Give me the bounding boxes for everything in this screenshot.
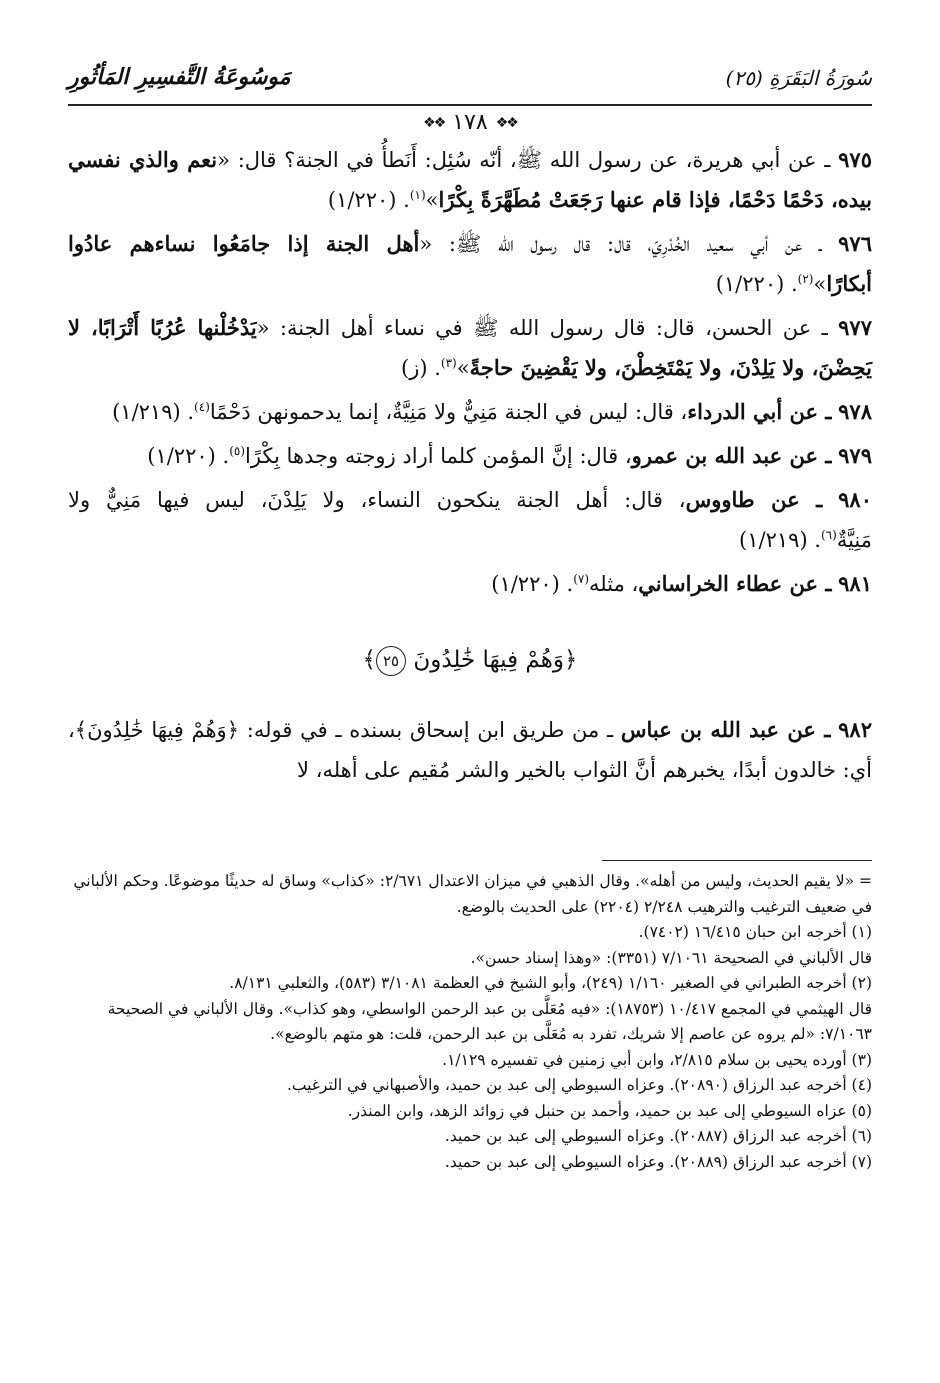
reference: . (١/٢١٩) [112, 400, 195, 424]
entry-text: ، مثله [589, 572, 639, 596]
entry-number: ٩٧٩ [838, 443, 872, 468]
footnote-4: (٤) أخرجه عبد الرزاق (٢٠٨٩٠). وعزاه السيوطي إلى عبد بن حميد، والأصبهاني في الترغيب. [286, 1076, 872, 1094]
reference: . (١/٢٢٠) [491, 572, 574, 596]
page [68, 60, 872, 1343]
footnote-marker[interactable]: (٣) [440, 356, 457, 370]
reference: . (١/٢١٩) [739, 528, 821, 552]
entry-982 [68, 710, 872, 790]
quote-close: » [813, 272, 827, 296]
entry-number: ٩٧٥ [838, 147, 872, 172]
reference: . (١/٢٢٠) [147, 444, 230, 468]
running-header [68, 60, 872, 106]
entry-text: ، قال: ليس في الجنة مَنِيٌّ ولا مَنِيَّةٌ، إنما يدحمونهن دَحْمًا [209, 400, 688, 424]
footnote-marker[interactable]: (٢) [797, 272, 814, 286]
verse-heading [68, 640, 872, 680]
entry-text: ـ عن أبي سعيد الخُدْرِيّ، قال: قال رسول الله ﷺ: « [419, 232, 822, 256]
ornament-right-icon: ❖❖ [495, 114, 517, 131]
footnote-marker[interactable]: (٤) [194, 400, 210, 414]
entry-981 [68, 564, 872, 604]
footnote-continued: = «لا يقيم الحديث، وليس من أهله». وقال الذهبي في ميزان الاعتدال ٢/٦٧١: «كذاب» وساق له حديثًا موضوعًا. وحكم الألباني في ضعيف الترغيب والترهيب ٢/٢٤٨ (٢٢٠٤) على الحديث بالوضع. [73, 872, 872, 916]
hadith-text: يَدْخُلْنها عُرُبًا أَتْرَابًا، لا يَحِضْنَ، ولا يَلِدْنَ، ولا يَمْتَخِطْنَ، ولا يَقْضِينَ حاجةً [68, 315, 872, 380]
footnote-divider [602, 860, 872, 861]
entry-number: ٩٨١ [838, 571, 872, 596]
verse-bracket-close: ﴾ [362, 647, 377, 673]
narrator-name: ـ عن عبد الله بن عباس [620, 717, 831, 742]
entry-text: ـ من طريق ابن إسحاق بسنده ـ في قوله: [239, 718, 621, 742]
footnote-6: (٦) أخرجه عبد الرزاق (٢٠٨٨٧). وعزاه السيوطي إلى عبد بن حميد. [444, 1127, 872, 1145]
reference: . (١/٢٢٠) [715, 272, 798, 296]
entry-number: ٩٨٢ [838, 717, 872, 742]
verse-text: وَهُمْ فِيهَا خَٰلِدُونَ [413, 647, 564, 673]
narrator-name: ـ عن عبد الله بن عمرو [631, 443, 832, 468]
narrator-name: ـ عن أبي الدرداء [687, 399, 832, 424]
entry-980 [68, 480, 872, 560]
entry-977 [68, 308, 872, 388]
entry-number: ٩٧٧ [838, 315, 872, 340]
entry-number: ٩٨٠ [838, 487, 872, 512]
page-number-block [423, 110, 517, 135]
quote-close: » [456, 356, 470, 380]
entry-text: ، قال: إنَّ المؤمن كلما أراد زوجته وجدها بِكْرًا [245, 444, 632, 468]
entry-text: ـ عن أبي هريرة، عن رسول الله ﷺ، أنّه سُئِل: أَنَطأُ في الجنة؟ قال: « [217, 148, 831, 172]
footnotes [68, 860, 872, 1175]
footnote-1-note: قال الألباني في الصحيحة ٧/١٠٦١ (٣٣٥١): «وهذا إسناد حسن». [470, 948, 872, 967]
narrator-name: ـ عن طاووس [685, 487, 823, 512]
entry-976 [68, 224, 872, 304]
ornament-left-icon: ❖❖ [423, 114, 445, 131]
footnote-5: (٥) عزاه السيوطي إلى عبد بن حميد، وأحمد بن حنبل في زوائد الزهد، وابن المنذر. [347, 1101, 872, 1120]
entry-number: ٩٧٨ [838, 399, 872, 424]
footnote-marker[interactable]: (٧) [573, 572, 590, 586]
footnote-3: (٣) أورده يحيى بن سلام ٢/٨١٥، وابن أبي زمنين في تفسيره ١/١٢٩. [442, 1050, 872, 1069]
reference: . (ز) [401, 356, 441, 380]
narrator-name: ـ عن عطاء الخراساني [638, 571, 832, 596]
entry-975 [68, 140, 872, 220]
entry-979 [68, 436, 872, 476]
ayah-number-icon: ٢٥ [376, 646, 406, 676]
entry-text: ، قال: أهل الجنة ينكحون النساء، ولا يَلِدْنَ، ليس فيها مَنِيٌّ ولا مَنِيَّةٌ [68, 488, 872, 552]
entry-text: ـ عن الحسن، قال: قال رسول الله ﷺ في نساء أهل الجنة: « [256, 316, 828, 340]
page-number: ١٧٨ [452, 110, 488, 135]
quote-close: » [425, 188, 439, 212]
footnote-1: (١) أخرجه ابن حبان ١٦/٤١٥ (٧٤٠٢). [638, 923, 872, 941]
footnote-2-note: قال الهيثمي في المجمع ١٠/٤١٧ (١٨٧٥٣): «فيه مُعَلَّى بن عبد الرحمن الواسطي، وهو كذاب». وقال الألباني في الصحيحة ٧/١٠٦٣: «لم يروه عن عاصم إلا شريك، تفرد به مُعَلَّى بن عبد الرحمن، قلت: هو متهم بالوضع». [107, 999, 872, 1043]
surah-label: سُورَةُ البَقَرَةِ (٢٥) [725, 66, 872, 90]
entry-number: ٩٧٦ [838, 231, 872, 256]
footnote-2: (٢) أخرجه الطبراني في الصغير ١/١٦٠ (٢٤٩)، وأبو الشيخ في العظمة ٣/١٠٨١ (٥٨٣)، والثعلبي ٨/١٣١. [229, 974, 872, 992]
footnote-marker[interactable]: (١) [409, 188, 426, 202]
footnote-marker[interactable]: (٦) [820, 528, 837, 542]
verse-bracket-open: ﴿ [563, 647, 578, 673]
reference: . (١/٢٢٠) [327, 188, 410, 212]
entry-text: ، أي: خالدون أبدًا، يخبرهم أنَّ الثواب بالخير والشر مُقيم على أهله، لا [68, 718, 872, 782]
hadith-text: أهل الجنة إذا جامَعُوا نساءهم عادُوا أبكارًا [68, 231, 872, 296]
footnote-7: (٧) أخرجه عبد الرزاق (٢٠٨٨٩). وعزاه السيوطي إلى عبد بن حميد. [444, 1152, 872, 1171]
hadith-text: نعم والذي نفسي بيده، دَحْمًا دَحْمًا، فإذا قام عنها رَجَعَتْ مُطَهَّرَةً بِكْرًا [68, 147, 872, 212]
verse-quote: ﴿وَهُمْ فِيهَا خَٰلِدُونَ﴾ [74, 718, 240, 742]
main-text [68, 140, 872, 794]
book-title: مَوسُوعَةُ التَّفسِيرِ المَأثُورِ [68, 64, 291, 90]
entry-978 [68, 392, 872, 432]
footnote-marker[interactable]: (٥) [229, 444, 246, 458]
